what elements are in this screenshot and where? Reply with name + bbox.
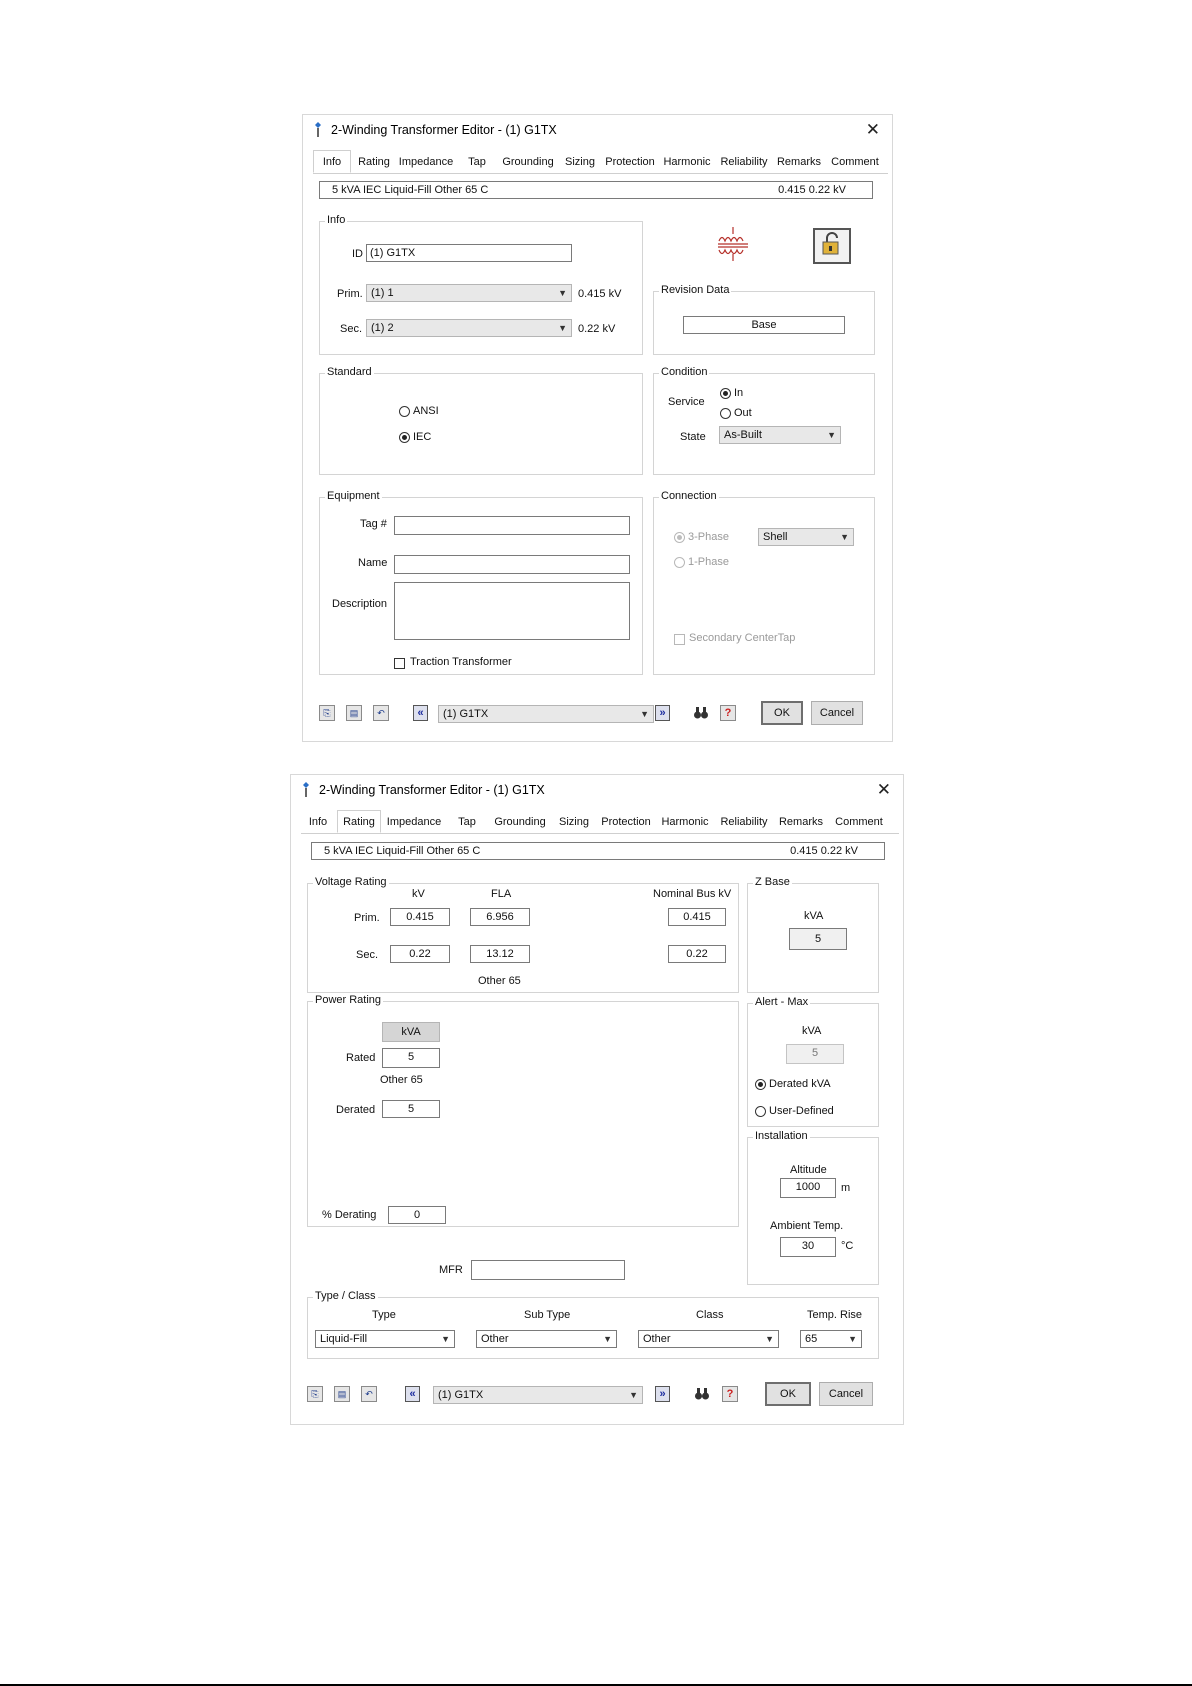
sec-label: Sec. xyxy=(340,323,363,335)
state-select[interactable] xyxy=(719,426,841,444)
installation-group xyxy=(747,1130,879,1285)
connection-group xyxy=(653,490,875,675)
altitude-field[interactable]: 1000 xyxy=(780,1178,836,1198)
type-class-group xyxy=(307,1290,879,1359)
subtype-header: Sub Type xyxy=(524,1309,571,1321)
ok-button[interactable]: OK xyxy=(765,1382,811,1406)
service-label: Service xyxy=(668,396,705,408)
equipment-label: Equipment xyxy=(327,490,380,502)
service-in-label: In xyxy=(734,387,744,399)
app-icon xyxy=(313,122,323,138)
sec-label: Sec. xyxy=(356,949,379,961)
ansi-label: ANSI xyxy=(413,405,439,417)
connection-type-value: Shell xyxy=(763,531,788,543)
subtype-value: Other xyxy=(481,1333,509,1345)
tab-comment[interactable]: Comment xyxy=(831,156,879,168)
voltage-rating-group xyxy=(307,876,739,993)
prev-icon[interactable]: « xyxy=(405,1386,420,1402)
lock-button[interactable] xyxy=(813,228,851,264)
fla-header: FLA xyxy=(491,888,512,900)
sec-bus-value: (1) 2 xyxy=(371,322,394,334)
standard-group xyxy=(319,366,643,475)
ambient-field[interactable]: 30 xyxy=(780,1237,836,1257)
tab-reliability[interactable]: Reliability xyxy=(720,816,768,828)
app-icon xyxy=(301,782,311,798)
prim-kv-field[interactable]: 0.415 xyxy=(390,908,450,926)
tab-protection[interactable]: Protection xyxy=(605,156,655,168)
ambient-label: Ambient Temp. xyxy=(770,1220,844,1232)
chevron-down-icon: ▼ xyxy=(765,1334,774,1344)
center-tap-label: Secondary CenterTap xyxy=(689,632,796,644)
tab-info[interactable]: Info xyxy=(308,816,328,828)
nominal-header: Nominal Bus kV xyxy=(653,888,732,900)
type-header: Type xyxy=(372,1309,396,1321)
temp-rise-value: 65 xyxy=(805,1333,818,1345)
power-rating-group xyxy=(307,994,739,1227)
altitude-label: Altitude xyxy=(790,1164,827,1176)
tab-info[interactable]: Info xyxy=(313,150,351,173)
condition-group xyxy=(653,366,875,475)
prim-kv: 0.415 kV xyxy=(578,288,622,300)
copy-icon[interactable]: ⎘ xyxy=(307,1386,323,1402)
chevron-down-icon: ▼ xyxy=(840,532,849,542)
description-label: Description xyxy=(332,598,388,610)
title-bar[interactable] xyxy=(291,775,903,805)
tab-tap[interactable]: Tap xyxy=(458,816,476,828)
voltage-rating-label: Voltage Rating xyxy=(315,876,387,888)
three-phase-label: 3-Phase xyxy=(688,531,729,543)
alert-kva-label: kVA xyxy=(802,1025,822,1037)
power-rating-label: Power Rating xyxy=(315,994,382,1006)
ambient-unit: °C xyxy=(841,1240,854,1252)
type-select[interactable] xyxy=(315,1330,455,1348)
tab-impedance[interactable]: Impedance xyxy=(398,156,454,168)
nav-value: (1) G1TX xyxy=(443,708,489,720)
alert-kva-field: 5 xyxy=(786,1044,844,1064)
help-icon[interactable]: ? xyxy=(722,1386,738,1402)
standard-label: Standard xyxy=(327,366,372,378)
close-icon[interactable]: ✕ xyxy=(876,780,891,799)
summary-left: 5 kVA IEC Liquid-Fill Other 65 C xyxy=(324,845,481,857)
sec-nominal-field: 0.22 xyxy=(668,945,726,963)
sec-kv: 0.22 kV xyxy=(578,323,616,335)
class-select[interactable] xyxy=(638,1330,779,1348)
cancel-button[interactable]: Cancel xyxy=(819,1382,873,1406)
help-icon[interactable]: ? xyxy=(720,705,736,721)
title-bar[interactable] xyxy=(303,115,892,145)
subtype-select[interactable] xyxy=(476,1330,617,1348)
service-in-radio[interactable] xyxy=(720,388,731,399)
prim-label: Prim. xyxy=(354,912,380,924)
summary-bar xyxy=(319,181,873,199)
derated-kva-radio[interactable] xyxy=(755,1079,766,1090)
tab-strip xyxy=(313,153,888,174)
center-tap-checkbox[interactable] xyxy=(674,634,685,645)
revision-group xyxy=(653,284,875,355)
summary-left: 5 kVA IEC Liquid-Fill Other 65 C xyxy=(332,184,489,196)
transformer-icon xyxy=(715,227,751,261)
tag-field[interactable] xyxy=(394,516,630,535)
tab-rating[interactable]: Rating xyxy=(337,810,381,833)
temp-rise-select[interactable] xyxy=(800,1330,862,1348)
voltage-note: Other 65 xyxy=(478,975,521,987)
find-icon[interactable] xyxy=(694,1386,710,1402)
chevron-down-icon: ▼ xyxy=(441,1334,450,1344)
id-label: ID xyxy=(352,248,363,260)
tab-strip xyxy=(301,813,899,834)
tag-label: Tag # xyxy=(360,518,387,530)
prim-nominal-field: 0.415 xyxy=(668,908,726,926)
chevron-down-icon: ▼ xyxy=(603,1334,612,1344)
iec-radio[interactable] xyxy=(399,432,410,443)
prim-fla-field: 6.956 xyxy=(470,908,530,926)
tab-grounding[interactable]: Grounding xyxy=(494,816,546,828)
derating-field[interactable]: 0 xyxy=(388,1206,446,1224)
z-base-kva-label: kVA xyxy=(804,910,824,922)
installation-label: Installation xyxy=(755,1130,808,1142)
info-group-label: Info xyxy=(327,214,346,226)
power-kva-header: kVA xyxy=(382,1022,440,1042)
tab-reliability[interactable]: Reliability xyxy=(720,156,768,168)
ok-button[interactable]: OK xyxy=(761,701,803,725)
one-phase-label: 1-Phase xyxy=(688,556,729,568)
mfr-label: MFR xyxy=(439,1264,463,1276)
type-value: Liquid-Fill xyxy=(320,1333,368,1345)
service-out-radio[interactable] xyxy=(720,408,731,419)
find-icon[interactable] xyxy=(693,705,709,721)
undo-icon[interactable]: ↶ xyxy=(361,1386,377,1402)
prev-icon[interactable]: « xyxy=(413,705,428,721)
state-label: State xyxy=(680,431,706,443)
tab-harmonic[interactable]: Harmonic xyxy=(661,816,709,828)
nav-select[interactable] xyxy=(433,1386,643,1404)
tab-sizing[interactable]: Sizing xyxy=(559,816,589,828)
editor-window-rating xyxy=(290,774,904,1425)
rated-note: Other 65 xyxy=(380,1074,423,1086)
revision-label: Revision Data xyxy=(661,284,730,296)
tab-remarks[interactable]: Remarks xyxy=(776,156,821,168)
user-defined-label: User-Defined xyxy=(769,1105,834,1117)
equipment-group xyxy=(319,490,643,675)
class-value: Other xyxy=(643,1333,671,1345)
summary-right: 0.415 0.22 kV xyxy=(790,845,858,857)
temp-rise-header: Temp. Rise xyxy=(807,1309,863,1321)
window-title: 2-Winding Transformer Editor - (1) G1TX xyxy=(319,783,545,797)
condition-label: Condition xyxy=(661,366,708,378)
tab-sizing[interactable]: Sizing xyxy=(565,156,595,168)
iec-label: IEC xyxy=(413,431,432,443)
name-label: Name xyxy=(358,557,388,569)
kv-header: kV xyxy=(412,888,425,900)
name-field[interactable] xyxy=(394,555,630,574)
user-defined-radio[interactable] xyxy=(755,1106,766,1117)
next-icon[interactable]: » xyxy=(655,705,670,721)
chevron-down-icon: ▼ xyxy=(558,323,567,333)
next-icon[interactable]: » xyxy=(655,1386,670,1402)
state-value: As-Built xyxy=(724,429,762,441)
tab-tap[interactable]: Tap xyxy=(468,156,486,168)
tab-rating[interactable]: Rating xyxy=(358,156,390,168)
prim-bus-value: (1) 1 xyxy=(371,287,394,299)
prim-label: Prim. xyxy=(337,288,363,300)
tab-protection[interactable]: Protection xyxy=(601,816,651,828)
sec-kv-field[interactable]: 0.22 xyxy=(390,945,450,963)
paste-icon[interactable]: ▤ xyxy=(334,1386,350,1402)
connection-type-select[interactable] xyxy=(758,528,854,546)
derated-label: Derated xyxy=(336,1104,376,1116)
lock-icon xyxy=(815,230,849,262)
sec-bus-select[interactable] xyxy=(366,319,572,337)
nav-select[interactable] xyxy=(438,705,654,723)
paste-icon[interactable]: ▤ xyxy=(346,705,362,721)
info-group xyxy=(319,214,643,355)
class-header: Class xyxy=(696,1309,724,1321)
one-phase-radio[interactable] xyxy=(674,557,685,568)
nav-value: (1) G1TX xyxy=(438,1389,484,1401)
chevron-down-icon: ▼ xyxy=(640,709,649,719)
chevron-down-icon: ▼ xyxy=(827,430,836,440)
sec-fla-field: 13.12 xyxy=(470,945,530,963)
derated-kva-label: Derated kVA xyxy=(769,1078,831,1090)
tab-remarks[interactable]: Remarks xyxy=(778,816,823,828)
ansi-radio[interactable] xyxy=(399,406,410,417)
altitude-unit: m xyxy=(841,1182,851,1194)
undo-icon[interactable]: ↶ xyxy=(373,705,389,721)
summary-bar xyxy=(311,842,885,860)
three-phase-radio[interactable] xyxy=(674,532,685,543)
connection-label: Connection xyxy=(661,490,717,502)
description-field[interactable] xyxy=(394,582,630,640)
prim-bus-select[interactable] xyxy=(366,284,572,302)
cancel-button[interactable]: Cancel xyxy=(811,701,863,725)
traction-label: Traction Transformer xyxy=(410,656,512,668)
derating-label: % Derating xyxy=(322,1209,377,1221)
close-icon[interactable]: ✕ xyxy=(865,120,880,139)
service-out-label: Out xyxy=(734,407,752,419)
chevron-down-icon: ▼ xyxy=(629,1390,638,1400)
copy-icon[interactable]: ⎘ xyxy=(319,705,335,721)
tab-grounding[interactable]: Grounding xyxy=(502,156,554,168)
window-title: 2-Winding Transformer Editor - (1) G1TX xyxy=(331,123,557,137)
rated-label: Rated xyxy=(346,1052,376,1064)
revision-field[interactable]: Base xyxy=(683,316,845,334)
chevron-down-icon: ▼ xyxy=(848,1334,857,1344)
id-field[interactable]: (1) G1TX xyxy=(366,244,572,262)
type-class-label: Type / Class xyxy=(315,1290,376,1302)
rated-field[interactable]: 5 xyxy=(382,1048,440,1068)
tab-comment[interactable]: Comment xyxy=(835,816,883,828)
traction-checkbox[interactable] xyxy=(394,658,405,669)
alert-max-label: Alert - Max xyxy=(755,996,809,1008)
editor-window-info xyxy=(302,114,893,742)
tab-harmonic[interactable]: Harmonic xyxy=(663,156,711,168)
chevron-down-icon: ▼ xyxy=(558,288,567,298)
z-base-group xyxy=(747,876,879,993)
z-base-kva-field: 5 xyxy=(789,928,847,950)
summary-right: 0.415 0.22 kV xyxy=(778,184,846,196)
z-base-label: Z Base xyxy=(755,876,790,888)
tab-impedance[interactable]: Impedance xyxy=(386,816,442,828)
alert-max-group xyxy=(747,996,879,1127)
mfr-field[interactable] xyxy=(471,1260,625,1280)
derated-field: 5 xyxy=(382,1100,440,1118)
